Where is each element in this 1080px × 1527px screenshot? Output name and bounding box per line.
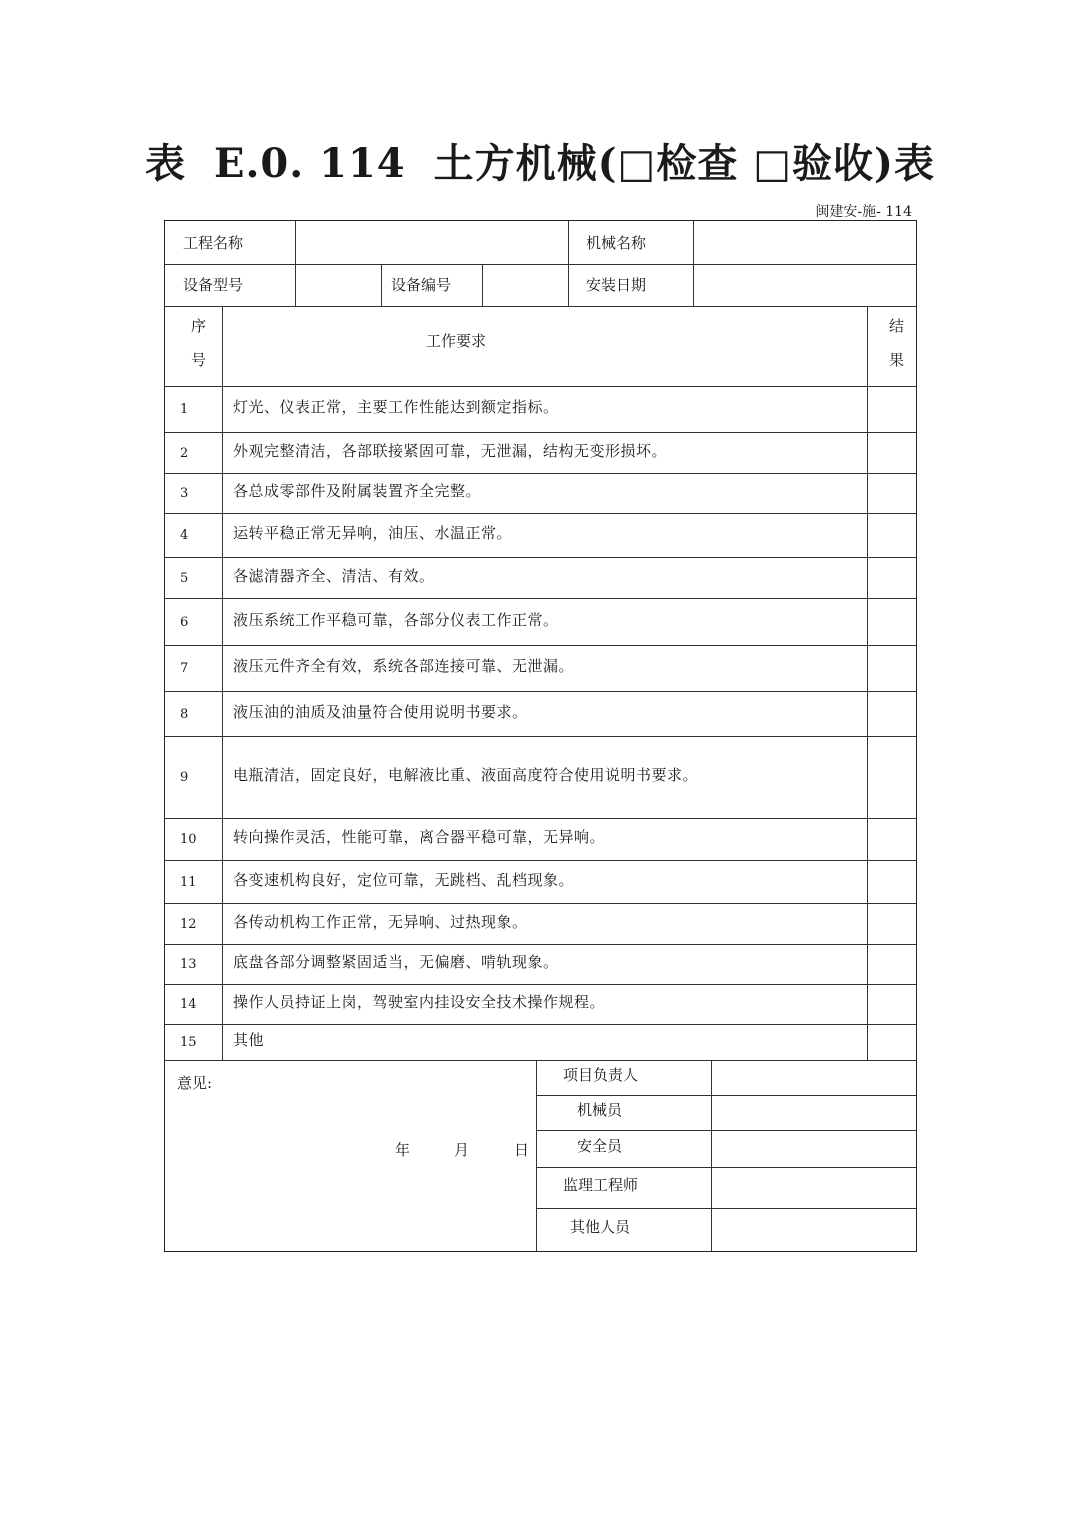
item-number: 12 <box>180 916 197 932</box>
project-name-label: 工程名称 <box>183 234 244 252</box>
item-requirement: 转向操作灵活，性能可靠，离合器平稳可靠，无异响。 <box>233 828 606 846</box>
item-requirement: 液压油的油质及油量符合使用说明书要求。 <box>233 702 528 721</box>
signer-label: 项目负责人 <box>563 1065 639 1084</box>
table-rule <box>536 1167 916 1168</box>
date-day-label: 日 <box>514 1141 530 1159</box>
item-requirement: 各总成零部件及附属装置齐全完整。 <box>233 482 482 500</box>
signer-label: 安全员 <box>577 1136 623 1155</box>
table-rule <box>165 984 916 985</box>
table-rule <box>165 386 916 387</box>
table-rule <box>165 1024 916 1025</box>
page-title <box>0 132 1080 189</box>
table-rule <box>536 1208 916 1209</box>
result-header-1: 结 <box>889 317 905 335</box>
item-number: 4 <box>180 528 189 543</box>
item-requirement: 各变速机构良好，定位可靠，无跳档、乱档现象。 <box>233 870 575 889</box>
table-rule <box>482 264 483 306</box>
table-rule <box>536 1130 916 1131</box>
table-rule <box>165 736 916 737</box>
table-rule <box>711 1060 712 1251</box>
table-rule <box>165 903 916 904</box>
machine-name-label: 机械名称 <box>586 234 647 252</box>
item-number: 13 <box>180 957 197 972</box>
table-rule <box>165 944 916 945</box>
table-rule <box>536 1060 537 1251</box>
seq-header-1: 序 <box>191 317 207 335</box>
table-rule <box>165 860 916 861</box>
inspection-form-table <box>164 220 917 1252</box>
item-number: 14 <box>180 997 197 1012</box>
table-rule <box>295 221 296 306</box>
table-rule <box>222 306 223 1060</box>
requirement-header: 工作要求 <box>426 332 487 350</box>
item-requirement: 液压系统工作平稳可靠，各部分仪表工作正常。 <box>233 610 559 629</box>
item-number: 10 <box>180 832 197 847</box>
opinion-label: 意见: <box>177 1074 213 1092</box>
item-requirement: 各传动机构工作正常，无异响、过热现象。 <box>233 912 528 931</box>
table-rule <box>165 598 916 599</box>
table-rule <box>165 473 916 474</box>
item-number: 7 <box>180 661 189 676</box>
item-requirement: 电瓶清洁，固定良好，电解液比重、液面高度符合使用说明书要求。 <box>233 766 699 784</box>
table-rule <box>165 645 916 646</box>
table-rule <box>165 818 916 819</box>
item-requirement: 外观完整清洁，各部联接紧固可靠，无泄漏，结构无变形损坏。 <box>233 441 668 460</box>
item-number: 15 <box>180 1035 197 1050</box>
result-header-2: 果 <box>889 351 905 369</box>
item-requirement: 运转平稳正常无异响，油压、水温正常。 <box>233 524 513 542</box>
table-rule <box>568 221 569 306</box>
table-rule <box>165 432 916 433</box>
seq-header-2: 号 <box>191 351 207 369</box>
install-date-label: 安装日期 <box>586 276 647 294</box>
signer-label: 机械员 <box>577 1100 623 1119</box>
date-year-label: 年 <box>395 1141 411 1159</box>
item-number: 2 <box>180 445 189 461</box>
table-rule <box>165 306 916 307</box>
table-rule <box>165 513 916 514</box>
table-rule <box>381 264 382 306</box>
date-month-label: 月 <box>454 1141 470 1159</box>
equipment-number-label: 设备编号 <box>391 276 452 294</box>
table-rule <box>536 1095 916 1096</box>
equipment-model-label: 设备型号 <box>183 276 244 294</box>
item-requirement: 液压元件齐全有效，系统各部连接可靠、无泄漏。 <box>233 657 575 675</box>
item-number: 5 <box>180 570 189 586</box>
form-code: 闽建安-施- 114 <box>815 204 912 220</box>
item-number: 3 <box>180 486 189 501</box>
table-rule <box>165 264 916 265</box>
table-rule <box>165 691 916 692</box>
signer-label: 监理工程师 <box>563 1175 639 1194</box>
item-requirement: 各滤清器齐全、清洁、有效。 <box>233 566 435 585</box>
item-requirement: 其他 <box>233 1031 265 1049</box>
item-number: 11 <box>180 874 197 890</box>
item-requirement: 操作人员持证上岗，驾驶室内挂设安全技术操作规程。 <box>233 993 606 1011</box>
signer-label: 其他人员 <box>570 1217 631 1236</box>
title-name: 土方机械(□检查 □验收)表 <box>433 140 935 187</box>
item-number: 9 <box>180 770 189 785</box>
item-number: 8 <box>180 706 189 722</box>
item-number: 1 <box>180 402 189 417</box>
item-requirement: 灯光、仪表正常，主要工作性能达到额定指标。 <box>233 398 559 416</box>
table-rule <box>165 557 916 558</box>
table-rule <box>165 1060 916 1061</box>
title-number: E.0. 114 <box>214 140 406 187</box>
table-rule <box>867 306 868 1060</box>
item-number: 6 <box>180 614 189 630</box>
table-rule <box>693 221 694 306</box>
title-prefix: 表 <box>145 140 187 187</box>
item-requirement: 底盘各部分调整紧固适当，无偏磨、啃轨现象。 <box>233 953 559 971</box>
